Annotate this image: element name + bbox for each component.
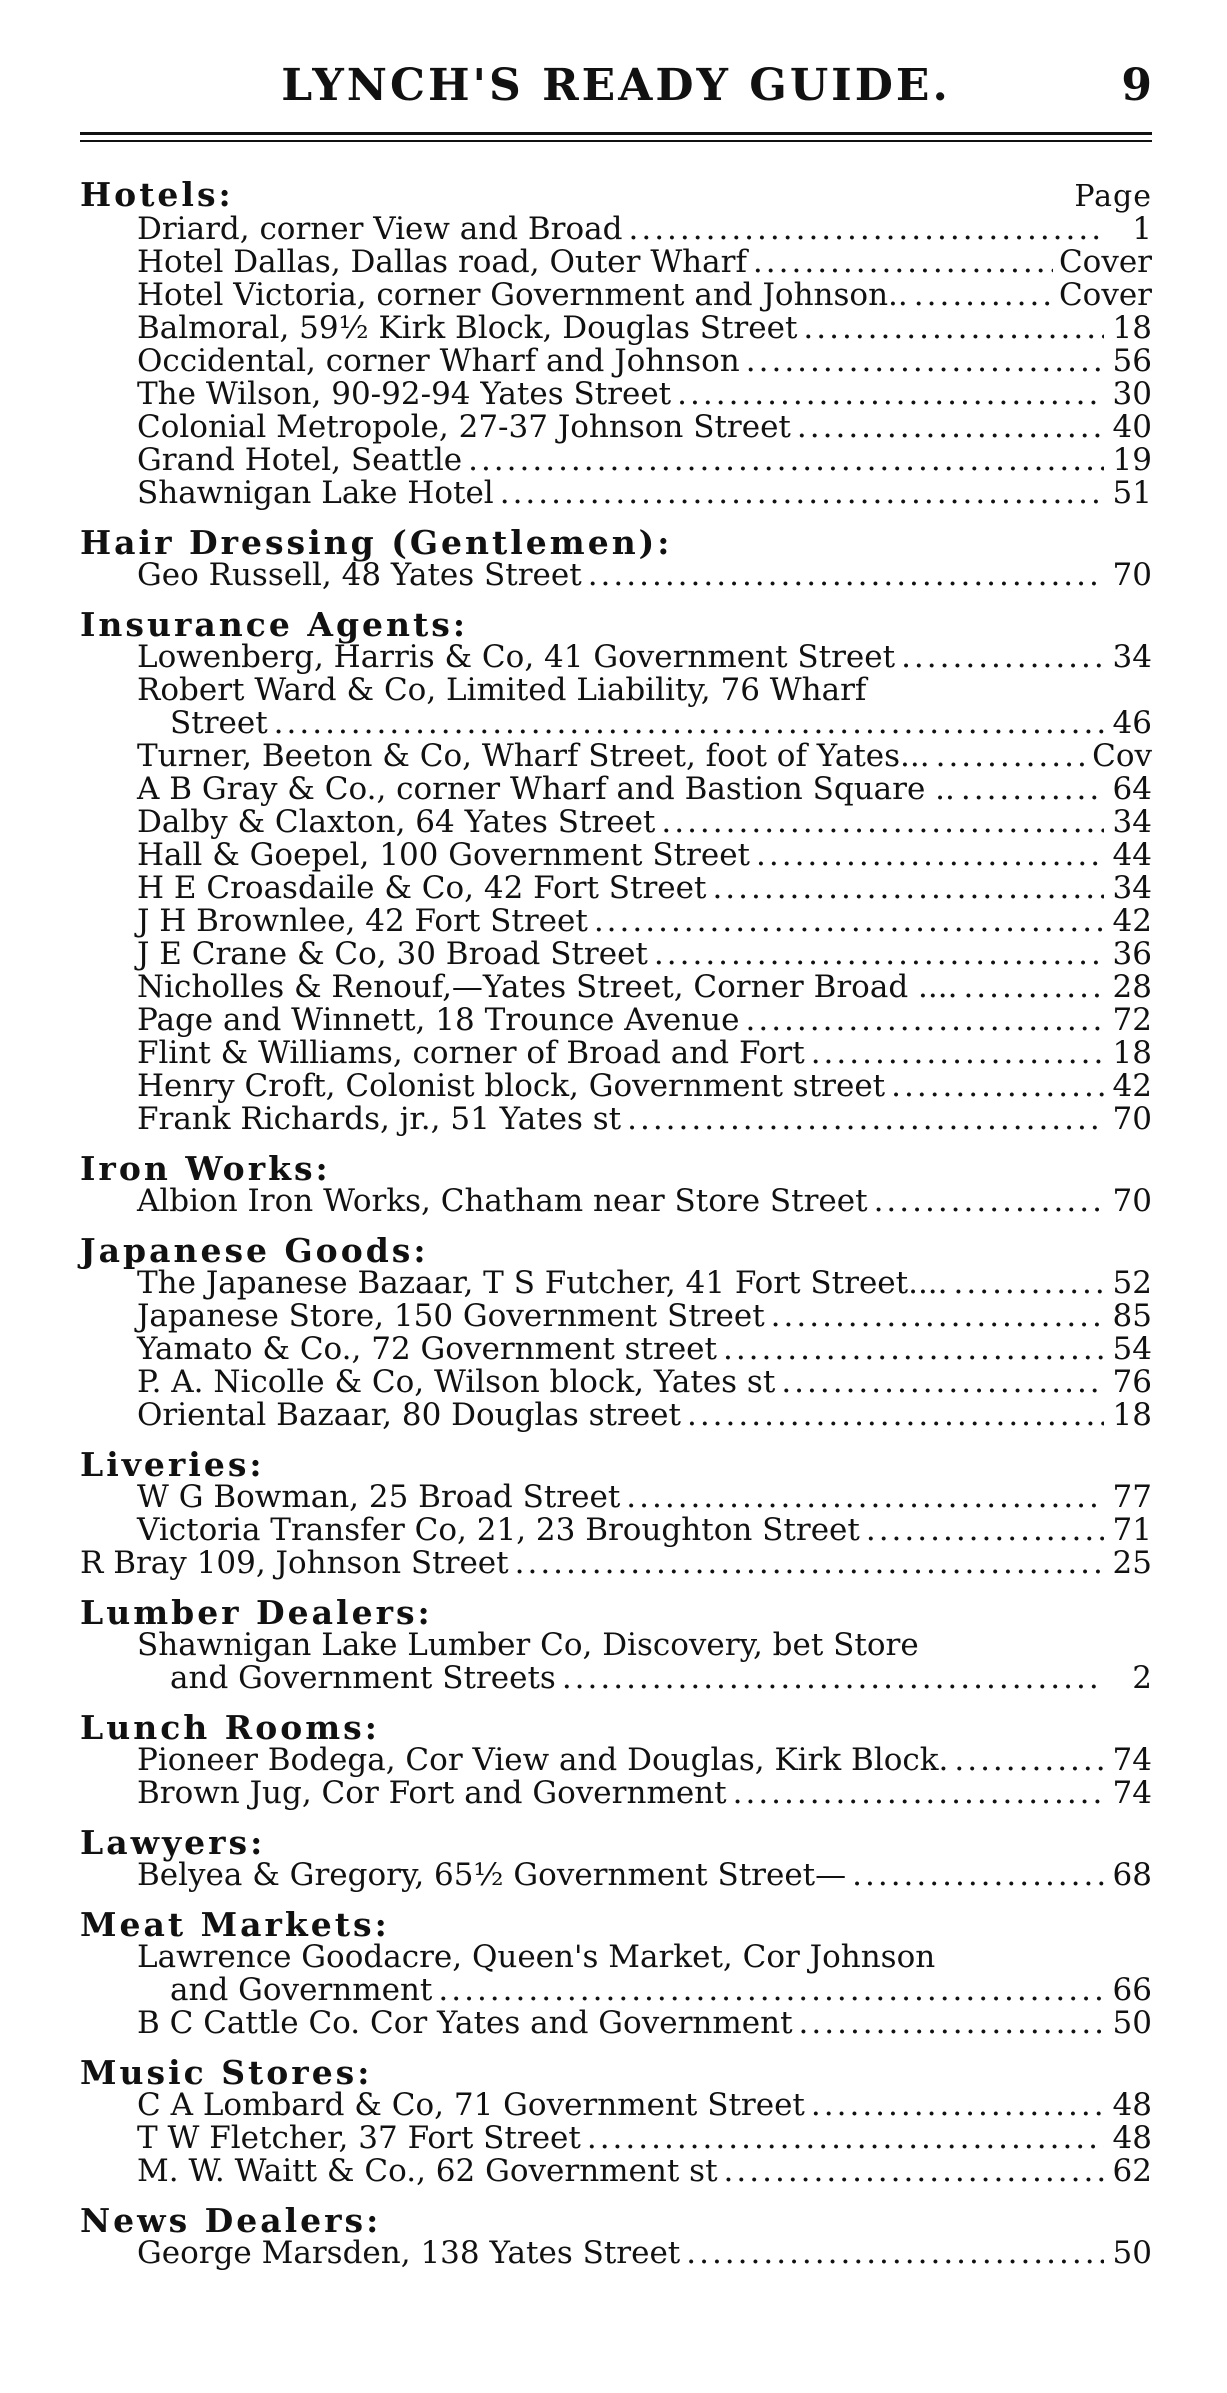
section-heading-meat-markets: Meat Markets: bbox=[80, 1905, 390, 1944]
dot-leader bbox=[629, 213, 1105, 246]
entry-name: Pioneer Bodega, Cor View and Douglas, Kirk Block. bbox=[137, 1742, 949, 1778]
list-item bbox=[80, 905, 1152, 938]
dot-leader bbox=[866, 1514, 1104, 1547]
list-item bbox=[80, 477, 1152, 510]
entry-name: Brown Jug, Cor Fort and Government bbox=[137, 1775, 727, 1811]
entry-name: Victoria Transfer Co, 21, 23 Broughton Street bbox=[137, 1512, 860, 1548]
list-item bbox=[80, 938, 1152, 971]
entry-name: Robert Ward & Co, Limited Liability, 76 Wharf bbox=[137, 672, 867, 708]
dot-leader bbox=[587, 2122, 1104, 2155]
entry-page: 51 bbox=[1112, 475, 1152, 511]
entry-page: 85 bbox=[1112, 1298, 1152, 1334]
dot-leader bbox=[781, 1366, 1104, 1399]
entry-name: Albion Iron Works, Chatham near Store Street bbox=[137, 1183, 868, 1219]
list-item-line1 bbox=[80, 674, 1152, 707]
entry-page: 56 bbox=[1112, 343, 1152, 379]
list-item bbox=[80, 1333, 1152, 1366]
entry-page: 48 bbox=[1112, 2087, 1152, 2123]
entry-page: 25 bbox=[1112, 1545, 1152, 1581]
list-item bbox=[80, 1185, 1152, 1218]
list-item bbox=[80, 1103, 1152, 1136]
header-rule-thin bbox=[80, 140, 1152, 142]
dot-leader bbox=[756, 839, 1104, 872]
entry-page: 34 bbox=[1112, 639, 1152, 675]
section-heading-lawyers: Lawyers: bbox=[80, 1823, 266, 1862]
dot-leader bbox=[438, 1974, 1104, 2007]
header-rule-thick bbox=[80, 132, 1152, 135]
entry-name: Yamato & Co., 72 Government street bbox=[137, 1331, 717, 1367]
entry-page: 70 bbox=[1112, 557, 1152, 593]
section-heading-lunch-rooms: Lunch Rooms: bbox=[80, 1708, 380, 1747]
entry-name: Turner, Beeton & Co, Wharf Street, foot of Yates... bbox=[137, 738, 930, 774]
entry-name: T W Fletcher, 37 Fort Street bbox=[137, 2120, 581, 2156]
section-heading-insurance-agents: Insurance Agents: bbox=[80, 605, 469, 644]
section-heading-music-stores: Music Stores: bbox=[80, 2053, 373, 2092]
entry-name: Hotel Victoria, corner Government and Johnson.. bbox=[137, 277, 908, 313]
entry-name: Geo Russell, 48 Yates Street bbox=[137, 557, 582, 593]
dot-leader bbox=[797, 411, 1104, 444]
entry-page: 28 bbox=[1112, 969, 1152, 1005]
list-item bbox=[80, 1267, 1152, 1300]
dot-leader bbox=[746, 345, 1104, 378]
entry-page: 19 bbox=[1112, 442, 1152, 478]
dot-leader bbox=[562, 1662, 1104, 1695]
entry-name: Grand Hotel, Seattle bbox=[137, 442, 463, 478]
dot-leader bbox=[811, 1037, 1104, 1070]
dot-leader bbox=[936, 740, 1087, 773]
list-item bbox=[80, 740, 1152, 773]
entry-name: W G Bowman, 25 Broad Street bbox=[137, 1479, 621, 1515]
dot-leader bbox=[594, 905, 1104, 938]
dot-leader bbox=[468, 444, 1104, 477]
section-heading-liveries: Liveries: bbox=[80, 1445, 265, 1484]
entry-page: 52 bbox=[1112, 1265, 1152, 1301]
list-item bbox=[80, 2155, 1152, 2188]
entry-name: R Bray 109, Johnson Street bbox=[80, 1545, 509, 1581]
list-item bbox=[80, 641, 1152, 674]
dot-leader bbox=[811, 2089, 1104, 2122]
dot-leader bbox=[274, 707, 1104, 740]
entry-page: 18 bbox=[1112, 310, 1152, 346]
list-item bbox=[80, 1481, 1152, 1514]
entry-name: Driard, corner View and Broad bbox=[137, 211, 623, 247]
page-header bbox=[80, 60, 1152, 122]
entry-name: Colonial Metropole, 27-37 Johnson Street bbox=[137, 409, 791, 445]
dot-leader bbox=[746, 1004, 1105, 1037]
list-item bbox=[80, 246, 1152, 279]
list-item bbox=[80, 1300, 1152, 1333]
guide-page bbox=[80, 60, 1152, 2270]
entry-name: H E Croasdaile & Co, 42 Fort Street bbox=[137, 870, 707, 906]
entry-page: 1 bbox=[1132, 211, 1152, 247]
dot-leader bbox=[799, 2007, 1104, 2040]
entry-page: 40 bbox=[1112, 409, 1152, 445]
list-item bbox=[80, 2122, 1152, 2155]
list-item bbox=[80, 1859, 1152, 1892]
entry-page: 48 bbox=[1112, 2120, 1152, 2156]
list-item bbox=[80, 1777, 1152, 1810]
list-item bbox=[80, 1070, 1152, 1103]
dot-leader bbox=[627, 1103, 1104, 1136]
list-item-line2 bbox=[80, 1974, 1152, 2007]
section-heading-lumber-dealers: Lumber Dealers: bbox=[80, 1593, 433, 1632]
entry-name: M. W. Waitt & Co., 62 Government st bbox=[137, 2153, 718, 2189]
dot-leader bbox=[686, 2237, 1104, 2270]
entry-page: 34 bbox=[1112, 870, 1152, 906]
entry-name: Hall & Goepel, 100 Government Street bbox=[137, 837, 751, 873]
entry-page: 50 bbox=[1112, 2235, 1152, 2271]
dot-leader bbox=[500, 477, 1104, 510]
dot-leader bbox=[961, 773, 1104, 806]
entry-name: Oriental Bazaar, 80 Douglas street bbox=[137, 1397, 681, 1433]
entry-page: 44 bbox=[1112, 837, 1152, 873]
entry-page: 18 bbox=[1112, 1397, 1152, 1433]
dot-leader bbox=[654, 938, 1104, 971]
entry-name: A B Gray & Co., corner Wharf and Bastion Square .. bbox=[137, 771, 955, 807]
entry-page: 46 bbox=[1112, 705, 1152, 741]
list-item bbox=[80, 378, 1152, 411]
entry-page: 66 bbox=[1112, 1972, 1152, 2008]
list-item bbox=[80, 2237, 1152, 2270]
dot-leader bbox=[914, 279, 1053, 312]
entry-page: 76 bbox=[1112, 1364, 1152, 1400]
entry-name: Belyea & Gregory, 65½ Government Street— bbox=[137, 1857, 847, 1893]
list-item bbox=[80, 1514, 1152, 1547]
dot-leader bbox=[901, 641, 1104, 674]
list-item-line2 bbox=[80, 1662, 1152, 1695]
entry-page: 42 bbox=[1112, 1068, 1152, 1104]
dot-leader bbox=[661, 806, 1104, 839]
entry-name: Lawrence Goodacre, Queen's Market, Cor Johnson bbox=[137, 1939, 936, 1975]
dot-leader bbox=[954, 1744, 1104, 1777]
entry-name: Street bbox=[170, 705, 268, 741]
list-item-line1 bbox=[80, 1629, 1152, 1662]
list-item bbox=[80, 213, 1152, 246]
list-item bbox=[80, 1399, 1152, 1432]
entry-name: J H Brownlee, 42 Fort Street bbox=[137, 903, 588, 939]
dot-leader bbox=[874, 1185, 1104, 1218]
list-item bbox=[80, 279, 1152, 312]
entry-name: Flint & Williams, corner of Broad and Fort bbox=[137, 1035, 805, 1071]
entry-name: C A Lombard & Co, 71 Government Street bbox=[137, 2087, 805, 2123]
entry-page: 2 bbox=[1132, 1660, 1152, 1696]
list-item bbox=[80, 559, 1152, 592]
dot-leader bbox=[963, 971, 1104, 1004]
entry-name: Frank Richards, jr., 51 Yates st bbox=[137, 1101, 622, 1137]
dot-leader bbox=[515, 1547, 1104, 1580]
entry-page: 64 bbox=[1112, 771, 1152, 807]
dot-leader bbox=[771, 1300, 1104, 1333]
entry-name: Lowenberg, Harris & Co, 41 Government Street bbox=[137, 639, 896, 675]
dot-leader bbox=[712, 872, 1104, 905]
list-item bbox=[80, 773, 1152, 806]
dot-leader bbox=[733, 1777, 1104, 1810]
entry-name: J E Crane & Co, 30 Broad Street bbox=[137, 936, 648, 972]
entry-page: Cover bbox=[1058, 277, 1152, 313]
entry-name: Japanese Store, 150 Government Street bbox=[137, 1298, 765, 1334]
entry-name: Henry Croft, Colonist block, Government street bbox=[137, 1068, 886, 1104]
list-item bbox=[80, 411, 1152, 444]
section-heading-news-dealers: News Dealers: bbox=[80, 2201, 382, 2240]
entry-name: B C Cattle Co. Cor Yates and Government bbox=[137, 2005, 793, 2041]
header-rules bbox=[80, 122, 1152, 154]
entry-page: 62 bbox=[1112, 2153, 1152, 2189]
entry-name: The Japanese Bazaar, T S Futcher, 41 Fort Street.... bbox=[137, 1265, 948, 1301]
entry-name: The Wilson, 90-92-94 Yates Street bbox=[137, 376, 672, 412]
entry-name: Nicholles & Renouf,—Yates Street, Corner Broad .... bbox=[137, 969, 958, 1005]
dot-leader bbox=[687, 1399, 1104, 1432]
entry-page: 34 bbox=[1112, 804, 1152, 840]
dot-leader bbox=[753, 246, 1053, 279]
guide-title: LYNCH'S READY GUIDE. bbox=[281, 60, 951, 111]
entry-page: 50 bbox=[1112, 2005, 1152, 2041]
list-item bbox=[80, 345, 1152, 378]
list-item bbox=[80, 806, 1152, 839]
list-item bbox=[80, 971, 1152, 1004]
entry-page: 68 bbox=[1112, 1857, 1152, 1893]
entry-name: and Government bbox=[170, 1972, 433, 2008]
entry-name: Occidental, corner Wharf and Johnson bbox=[137, 343, 740, 379]
section-heading-hair-dressing: Hair Dressing (Gentlemen): bbox=[80, 523, 673, 562]
list-item bbox=[80, 2089, 1152, 2122]
entry-page: 72 bbox=[1112, 1002, 1152, 1038]
directory-list bbox=[80, 175, 1152, 2271]
dot-leader bbox=[891, 1070, 1104, 1103]
dot-leader bbox=[852, 1859, 1104, 1892]
list-item bbox=[80, 839, 1152, 872]
dot-leader bbox=[954, 1267, 1104, 1300]
entry-page: 77 bbox=[1112, 1479, 1152, 1515]
dot-leader bbox=[677, 378, 1104, 411]
entry-name: and Government Streets bbox=[170, 1660, 556, 1696]
list-item-line2 bbox=[80, 707, 1152, 740]
entry-page: 30 bbox=[1112, 376, 1152, 412]
dot-leader bbox=[723, 1333, 1104, 1366]
entry-page: 42 bbox=[1112, 903, 1152, 939]
entry-name: Dalby & Claxton, 64 Yates Street bbox=[137, 804, 656, 840]
entry-name: George Marsden, 138 Yates Street bbox=[137, 2235, 681, 2271]
entry-name: Page and Winnett, 18 Trounce Avenue bbox=[137, 1002, 740, 1038]
section-heading-japanese-goods: Japanese Goods: bbox=[80, 1231, 429, 1270]
entry-page: 71 bbox=[1112, 1512, 1152, 1548]
entry-page: 36 bbox=[1112, 936, 1152, 972]
list-item bbox=[80, 444, 1152, 477]
entry-page: 70 bbox=[1112, 1101, 1152, 1137]
list-item bbox=[80, 1366, 1152, 1399]
entry-page: Cov bbox=[1092, 738, 1152, 774]
dot-leader bbox=[588, 559, 1104, 592]
entry-name: Shawnigan Lake Hotel bbox=[137, 475, 494, 511]
entry-page: Cover bbox=[1058, 244, 1152, 280]
list-item bbox=[80, 312, 1152, 345]
section-heading-hotels: Hotels: Page bbox=[80, 175, 1152, 214]
entry-name: Shawnigan Lake Lumber Co, Discovery, bet Store bbox=[137, 1627, 919, 1663]
page-column-heading: Page bbox=[1074, 179, 1152, 214]
list-item bbox=[80, 1547, 1152, 1580]
list-item bbox=[80, 1004, 1152, 1037]
dot-leader bbox=[724, 2155, 1104, 2188]
dot-leader bbox=[803, 312, 1104, 345]
entry-page: 54 bbox=[1112, 1331, 1152, 1367]
section-heading-iron-works: Iron Works: bbox=[80, 1149, 331, 1188]
list-item bbox=[80, 872, 1152, 905]
entry-page: 18 bbox=[1112, 1035, 1152, 1071]
list-item bbox=[80, 2007, 1152, 2040]
entry-page: 74 bbox=[1112, 1775, 1152, 1811]
entry-page: 74 bbox=[1112, 1742, 1152, 1778]
dot-leader bbox=[626, 1481, 1104, 1514]
list-item-line1 bbox=[80, 1941, 1152, 1974]
entry-page: 70 bbox=[1112, 1183, 1152, 1219]
list-item bbox=[80, 1744, 1152, 1777]
page-number: 9 bbox=[1121, 60, 1152, 111]
entry-name: P. A. Nicolle & Co, Wilson block, Yates st bbox=[137, 1364, 776, 1400]
list-item bbox=[80, 1037, 1152, 1070]
entry-name: Hotel Dallas, Dallas road, Outer Wharf bbox=[137, 244, 747, 280]
entry-name: Balmoral, 59½ Kirk Block, Douglas Street bbox=[137, 310, 798, 346]
